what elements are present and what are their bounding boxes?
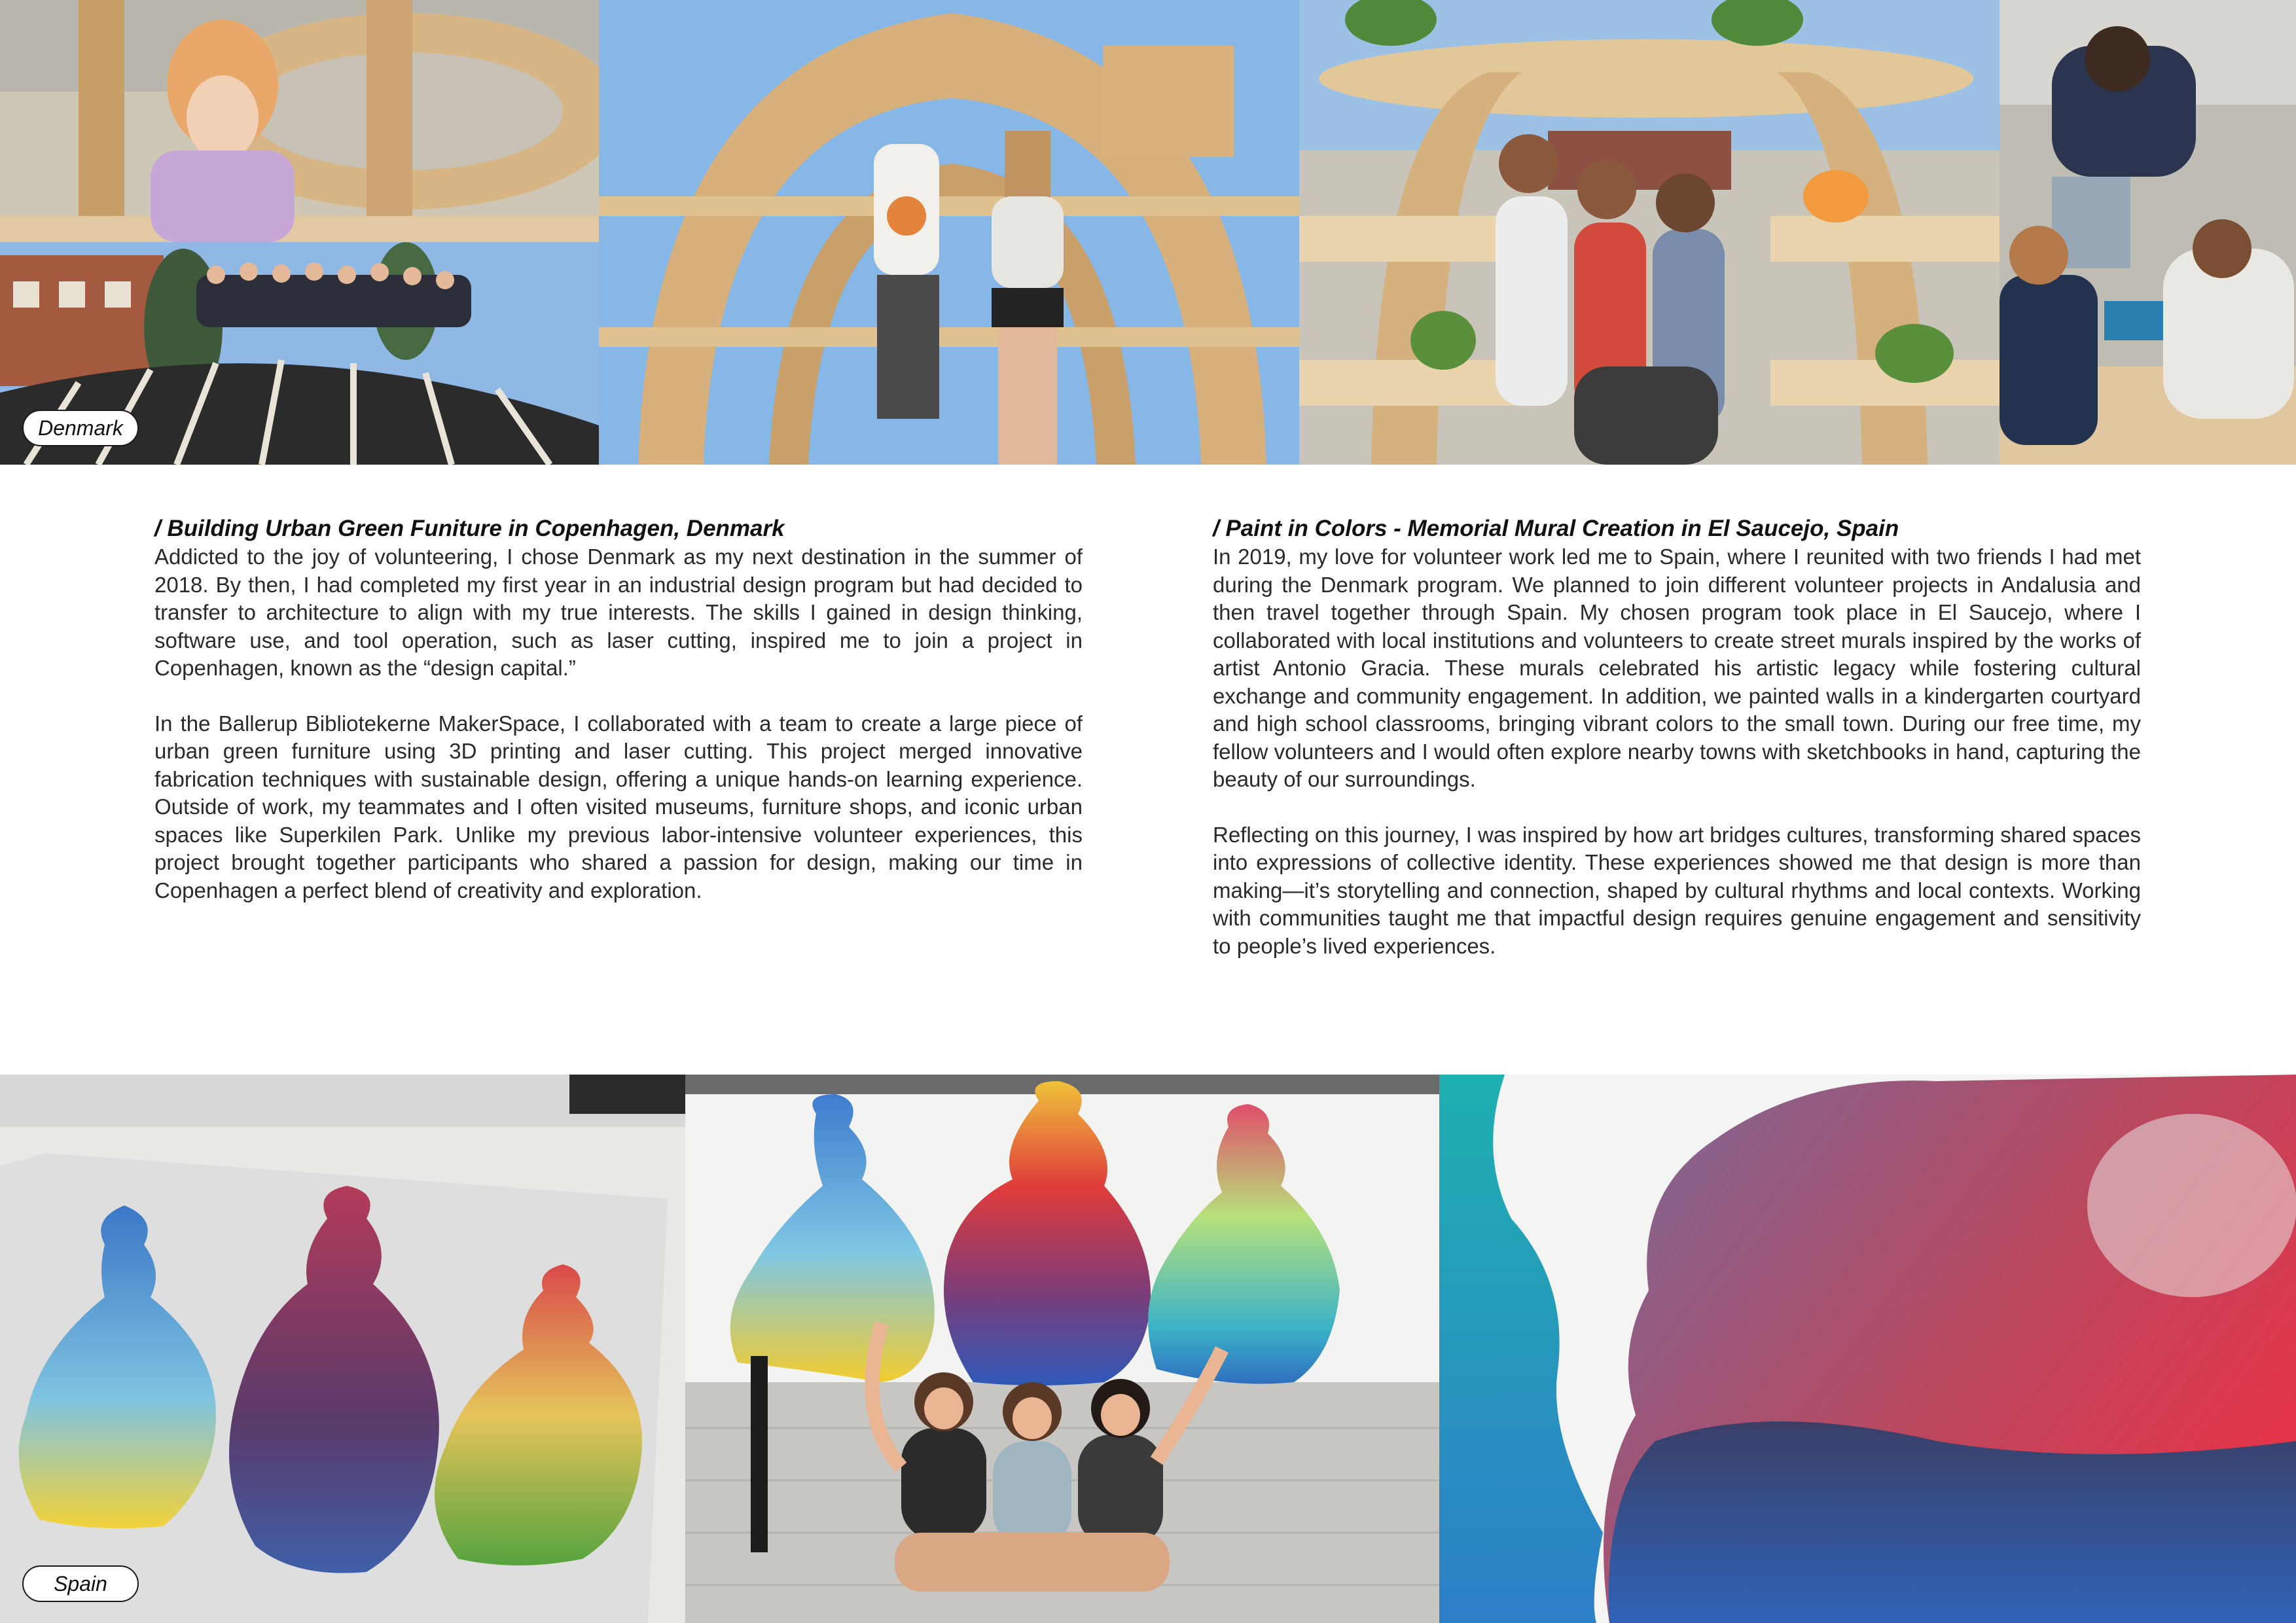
photo-spain-mural-closeup	[1439, 1075, 2296, 1623]
photo-denmark-dome-assembly	[599, 0, 1299, 465]
section-heading-denmark: / Building Urban Green Funiture in Copenhagen, Denmark	[154, 516, 785, 541]
paragraph: Reflecting on this journey, I was inspired by how art bridges cultures, transforming shared spaces into expressions of collective identity. These experiences showed me that design is more than making—it’s storytelling and connection, shaped by cultural rhythms and local contexts. Working with communities taught me that impactful design requires genuine engagement and sensitivity to people’s lived experiences.	[1213, 822, 2141, 958]
section-spain	[1213, 514, 2141, 988]
paragraph: In the Ballerup Bibliotekerne MakerSpace, I collaborated with a team to create a large piece of urban green furniture using 3D printing and laser cutting. This project merged innovative fabrication techniques with sustainable design, offering a unique hands-on learning experience. Outside of work, my teammates and I often visited museums, furniture shops, and iconic urban spaces like Superkilen Park. Unlike my previous labor-intensive volunteer experiences, this project brought together participants who shared a passion for design, making our time in Copenhagen a perfect blend of creativity and exploration.	[154, 711, 1083, 902]
paragraph: Addicted to the joy of volunteering, I chose Denmark as my next destination in the summer of 2018. By then, I had completed my first year in an industrial design program but had decided to transfer to architecture to align with my true interests. The skills I gained in design thinking, software use, and tool operation, such as laser cutting, inspired me to join a project in Copenhagen, known as the “design capital.”	[154, 544, 1083, 680]
photo-denmark-woodwork	[0, 0, 599, 242]
photo-spain-mural-volunteers	[685, 1075, 1439, 1623]
photo-spain-watercolor-sketch	[0, 1075, 685, 1623]
tag-denmark: Denmark	[22, 410, 139, 446]
section-denmark	[154, 514, 1083, 932]
paragraph: In 2019, my love for volunteer work led me to Spain, where I reunited with two friends I had met during the Denmark program. We planned to join different volunteer projects in Andalusia and then travel together through Spain. My chosen program took place in El Saucejo, where I collaborated with local institutions and volunteers to create street murals inspired by the works of artist Antonio Gracia. These murals celebrated his artistic legacy while fostering cultural exchange and community engagement. In addition, we painted walls in a kindergarten courtyard and high school classrooms, bringing vibrant colors to the small town. During our free time, my fellow volunteers and I would often explore nearby towns with sketchbooks in hand, capturing the beauty of our surroundings.	[1213, 544, 2141, 791]
photo-denmark-planters	[1299, 0, 2000, 465]
tag-spain: Spain	[22, 1565, 139, 1602]
section-heading-spain: / Paint in Colors - Memorial Mural Creation in El Saucejo, Spain	[1213, 516, 1899, 541]
photo-denmark-workshop	[2000, 0, 2296, 465]
